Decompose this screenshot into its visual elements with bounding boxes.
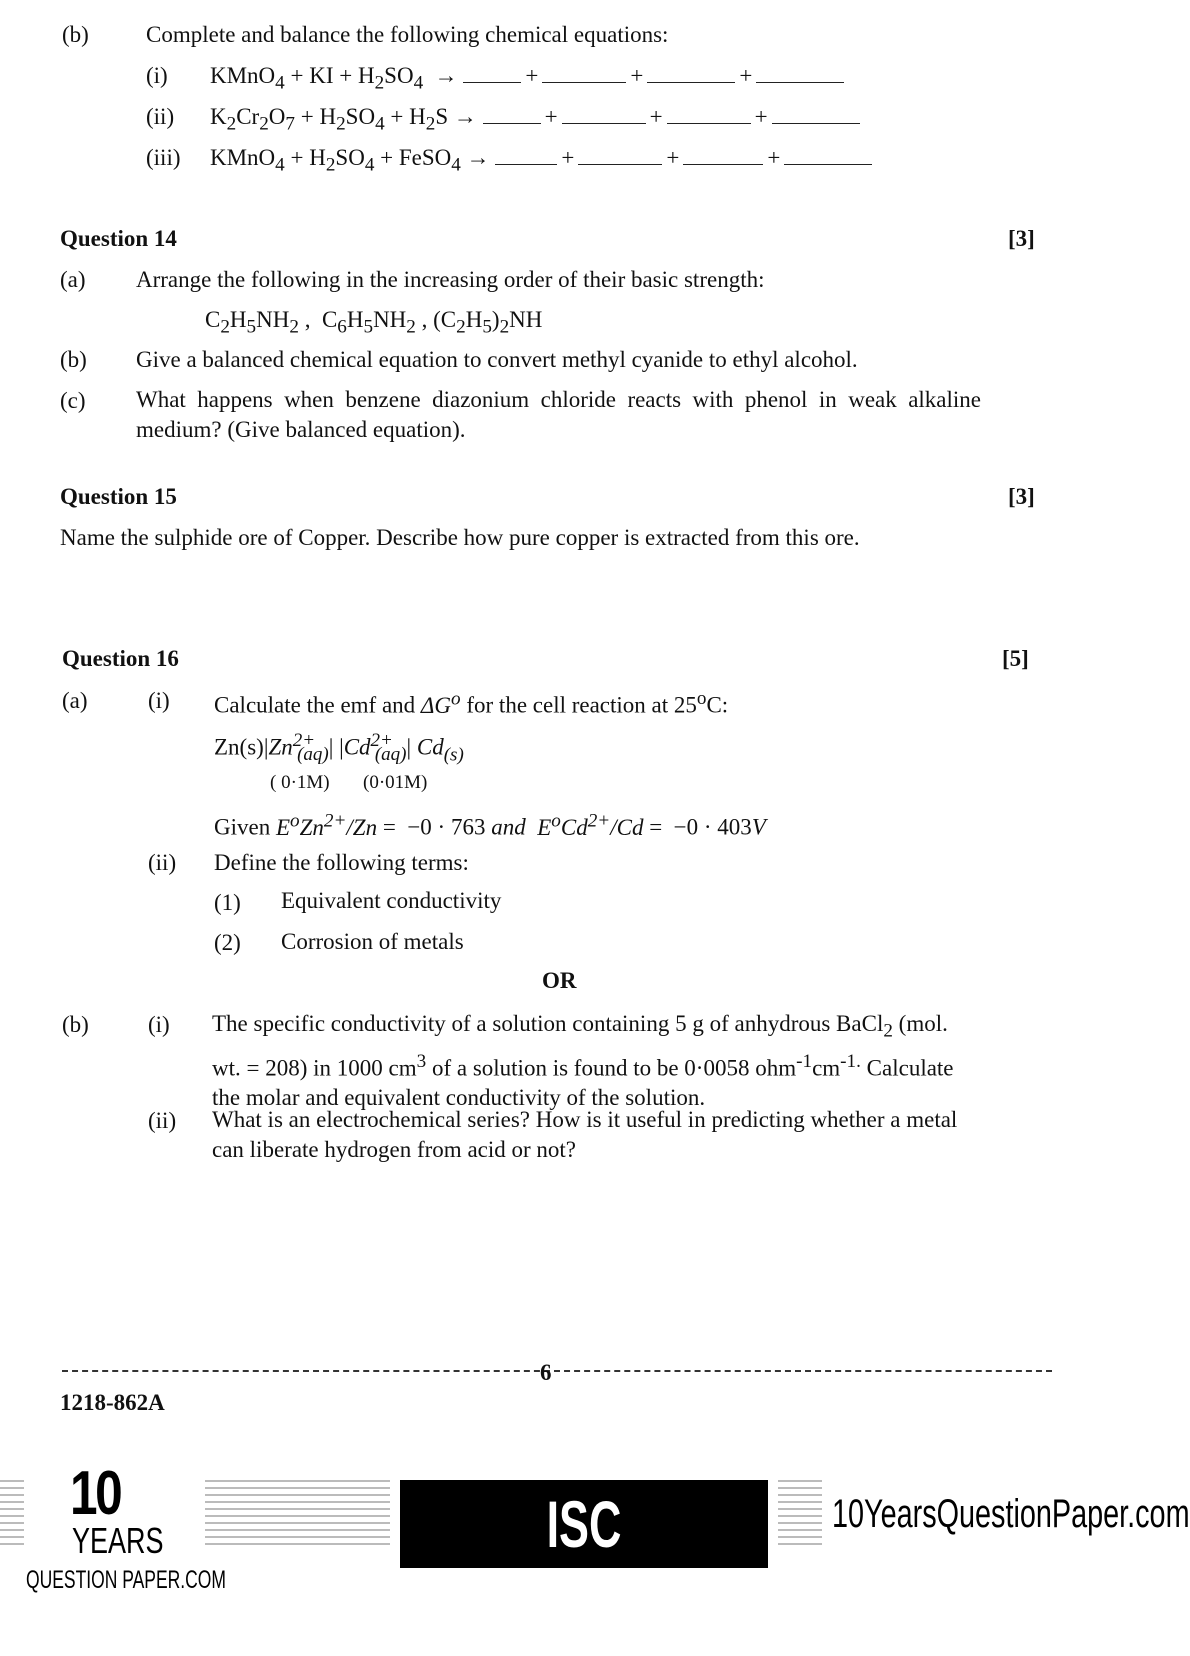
board-banner [400,1480,768,1649]
right-stripes [778,1480,822,1560]
board-title: ISC BOARD XII [468,1487,700,1649]
eq1-label: (i) [146,63,168,88]
q16ai-text: Calculate the emf and $\Delta G^o$ for the cell reaction at 25$^o$C: [214,688,729,718]
q16b-label: (b) [62,1012,89,1037]
q16bi-label: (i) [148,1012,170,1037]
given-potentials: Given $E^oZn^{2+}/Zn = -0 \cdot 763$ and $E^oCd^{2+}/Cd = -0 \cdot 403V$ [214,810,766,840]
q14b-label: (b) [60,347,87,372]
q14-marks: [3] [1008,226,1035,251]
amines-list: $C_2H_5NH_2$ , $C_6H_5NH_2$ , $(C_2H_5)_2NH$ [205,307,543,338]
footer-divider [62,1370,1052,1372]
q13b-prompt: Complete and balance the following chemical equations: [146,22,669,47]
q16-marks: [5] [1002,646,1029,671]
term2-label: (2) [214,930,241,955]
q13b-label: (b) [62,22,89,47]
eq2-label: (ii) [146,104,175,129]
term1-label: (1) [214,890,241,915]
conc-cd: (0·01M) [363,772,428,793]
q14a-text: Arrange the following in the increasing order of their basic strength: [136,267,765,292]
q15-text: Name the sulphide ore of Copper. Describe how pure copper is extracted from this ore. [60,525,860,550]
q15-marks: [3] [1008,484,1035,509]
q16bi-text: The specific conductivity of a solution containing 5 g of anhydrous BaCl$_2$ (mol. wt. = 208) in 1000 $cm^3$ of a solution is found to be 0·0058 $ohm^{-1}cm^{-1.}$ Calculate the molar and equivalent conductivity of the solution. [212,1011,954,1111]
q14c-text: What happens when benzene diazonium chloride reacts with phenol in weak alkaline medium? (Give balanced equation). [136,387,981,442]
eq3-label: (iii) [146,145,181,170]
logo-number: 10 [70,1459,121,1528]
conc-zn: ( 0·1M) [270,772,330,793]
equation-1: KMnO$_4$ + KI + $H_2SO_4$ → + + + [210,63,844,95]
middle-stripes [205,1480,390,1560]
paper-code: 1218-862A [60,1390,165,1415]
equation-3: KMnO$_4$ + $H_2SO_4$ + FeSO$_4$ → + + + [210,145,872,177]
logo-site: QUESTION PAPER.COM [26,1566,226,1594]
q15-title: Question 15 [60,484,177,509]
or-separator: OR [542,968,577,993]
q16bii-label: (ii) [148,1108,177,1133]
q14b-text: Give a balanced chemical equation to convert methyl cyanide to ethyl alcohol. [136,347,858,372]
q16bii-text: What is an electrochemical series? How is it useful in predicting whether a metal can liberate hydrogen from acid or not? [212,1107,958,1162]
q14a-label: (a) [60,267,86,292]
q14c-label: (c) [60,388,86,413]
q16ai-label: (i) [148,688,170,713]
term2-text: Corrosion of metals [281,929,464,954]
q16aii-text: Define the following terms: [214,850,469,875]
term1-text: Equivalent conductivity [281,888,502,913]
q14-title: Question 14 [60,226,177,251]
left-stripes [0,1480,24,1560]
q16a-label: (a) [62,688,88,713]
cell-notation: $Zn(s)|Zn^{2+}_{(aq)}|$ $|Cd^{2+}_{(aq)}|$ $Cd_{(s)}$ [214,730,464,766]
q16aii-label: (ii) [148,850,177,875]
logo-years: YEARS [72,1520,164,1561]
q16-title: Question 16 [62,646,179,671]
equation-2: $K_2Cr_2O_7 + H_2SO_4 + H_2S$ → + + + [210,104,860,136]
page-number: 6 [540,1360,552,1385]
website-text: 10YearsQuestionPaper.com [832,1492,1190,1536]
